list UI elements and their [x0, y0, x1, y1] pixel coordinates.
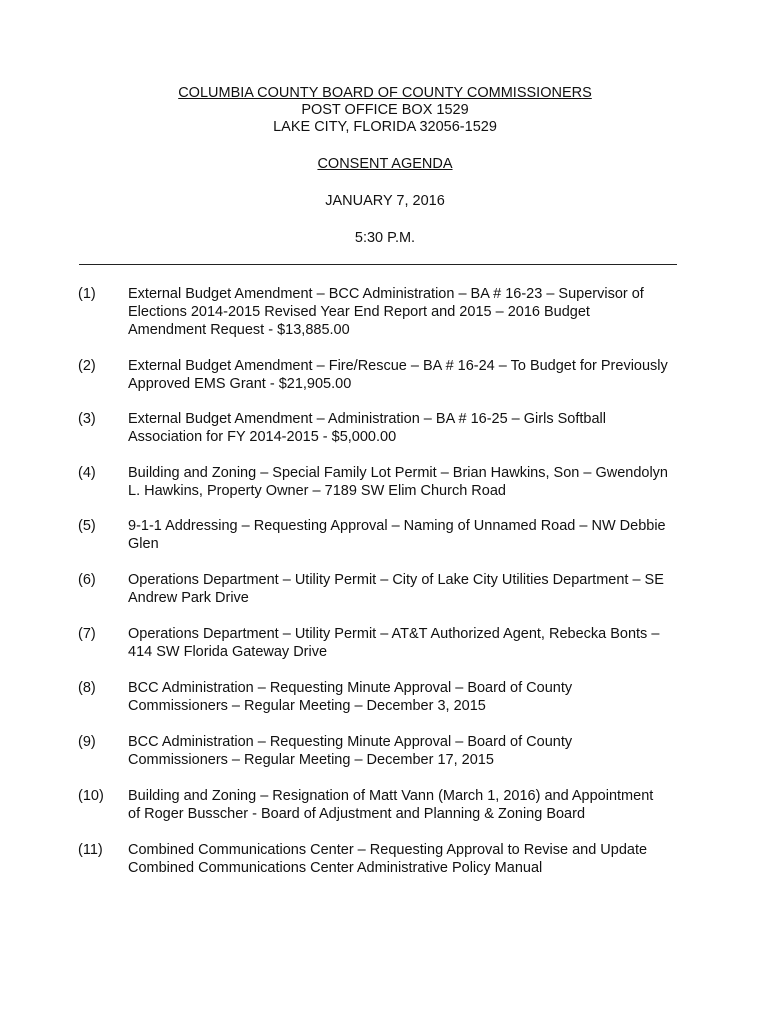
agenda-item	[0, 357, 770, 393]
agenda-items	[0, 285, 770, 895]
item-text: Building and Zoning – Resignation of Matt Vann (March 1, 2016) and Appointment of Roger Busscher - Board of Adjustment and Planning & Zoning Board	[128, 788, 654, 822]
agenda-item	[0, 517, 770, 553]
agenda-item	[0, 679, 770, 715]
item-number: (4)	[78, 465, 96, 481]
item-number: (8)	[78, 680, 96, 696]
item-number: (1)	[78, 286, 96, 302]
header-divider	[79, 264, 677, 265]
agenda-item	[0, 410, 770, 446]
item-number: (7)	[78, 626, 96, 642]
address-line-1: POST OFFICE BOX 1529	[301, 102, 469, 118]
agenda-item	[0, 285, 770, 339]
item-number: (9)	[78, 734, 96, 750]
meeting-time: 5:30 P.M.	[354, 230, 416, 246]
item-number: (10)	[78, 788, 104, 804]
agenda-title-block	[0, 156, 770, 173]
agenda-item	[0, 571, 770, 607]
item-number: (2)	[78, 358, 96, 374]
agenda-item	[0, 787, 770, 823]
meeting-date: JANUARY 7, 2016	[325, 193, 445, 209]
item-number: (5)	[78, 518, 96, 534]
time-block	[0, 230, 770, 247]
item-text: External Budget Amendment – Administration – BA # 16-25 – Girls Softball Association for FY 2014-2015 - $5,000.00	[128, 411, 606, 445]
agenda-title: CONSENT AGENDA	[317, 156, 453, 172]
item-number: (11)	[78, 842, 103, 858]
agenda-item	[0, 733, 770, 769]
address-line-2: LAKE CITY, FLORIDA 32056-1529	[273, 119, 497, 135]
item-text: BCC Administration – Requesting Minute Approval – Board of County Commissioners – Regular Meeting – December 17, 2015	[128, 734, 573, 768]
org-header	[0, 85, 770, 136]
item-text: Building and Zoning – Special Family Lot Permit – Brian Hawkins, Son – Gwendolyn L. Hawkins, Property Owner – 7189 SW Elim Church Road	[128, 465, 668, 499]
item-text: 9-1-1 Addressing – Requesting Approval – Naming of Unnamed Road – NW Debbie Glen	[128, 518, 666, 552]
agenda-item	[0, 625, 770, 661]
date-block	[0, 193, 770, 210]
org-name: COLUMBIA COUNTY BOARD OF COUNTY COMMISSIONERS	[178, 85, 592, 101]
item-text: BCC Administration – Requesting Minute Approval – Board of County Commissioners – Regular Meeting – December 3, 2015	[128, 680, 573, 714]
item-text: Combined Communications Center – Requesting Approval to Revise and Update Combined Communications Center Administrative Policy Manual	[128, 842, 648, 876]
item-text: External Budget Amendment – BCC Administration – BA # 16-23 – Supervisor of Elections 2014-2015 Revised Year End Report and 2015 – 2016 Budget Amendment Request - $13,885.00	[128, 286, 644, 338]
item-text: Operations Department – Utility Permit – AT&T Authorized Agent, Rebecka Bonts – 414 SW Florida Gateway Drive	[128, 626, 660, 660]
item-number: (6)	[78, 572, 96, 588]
agenda-item	[0, 841, 770, 877]
item-text: External Budget Amendment – Fire/Rescue – BA # 16-24 – To Budget for Previously Approved EMS Grant - $21,905.00	[128, 358, 668, 392]
agenda-item	[0, 464, 770, 500]
item-number: (3)	[78, 411, 96, 427]
item-text: Operations Department – Utility Permit – City of Lake City Utilities Department – SE Andrew Park Drive	[128, 572, 664, 606]
